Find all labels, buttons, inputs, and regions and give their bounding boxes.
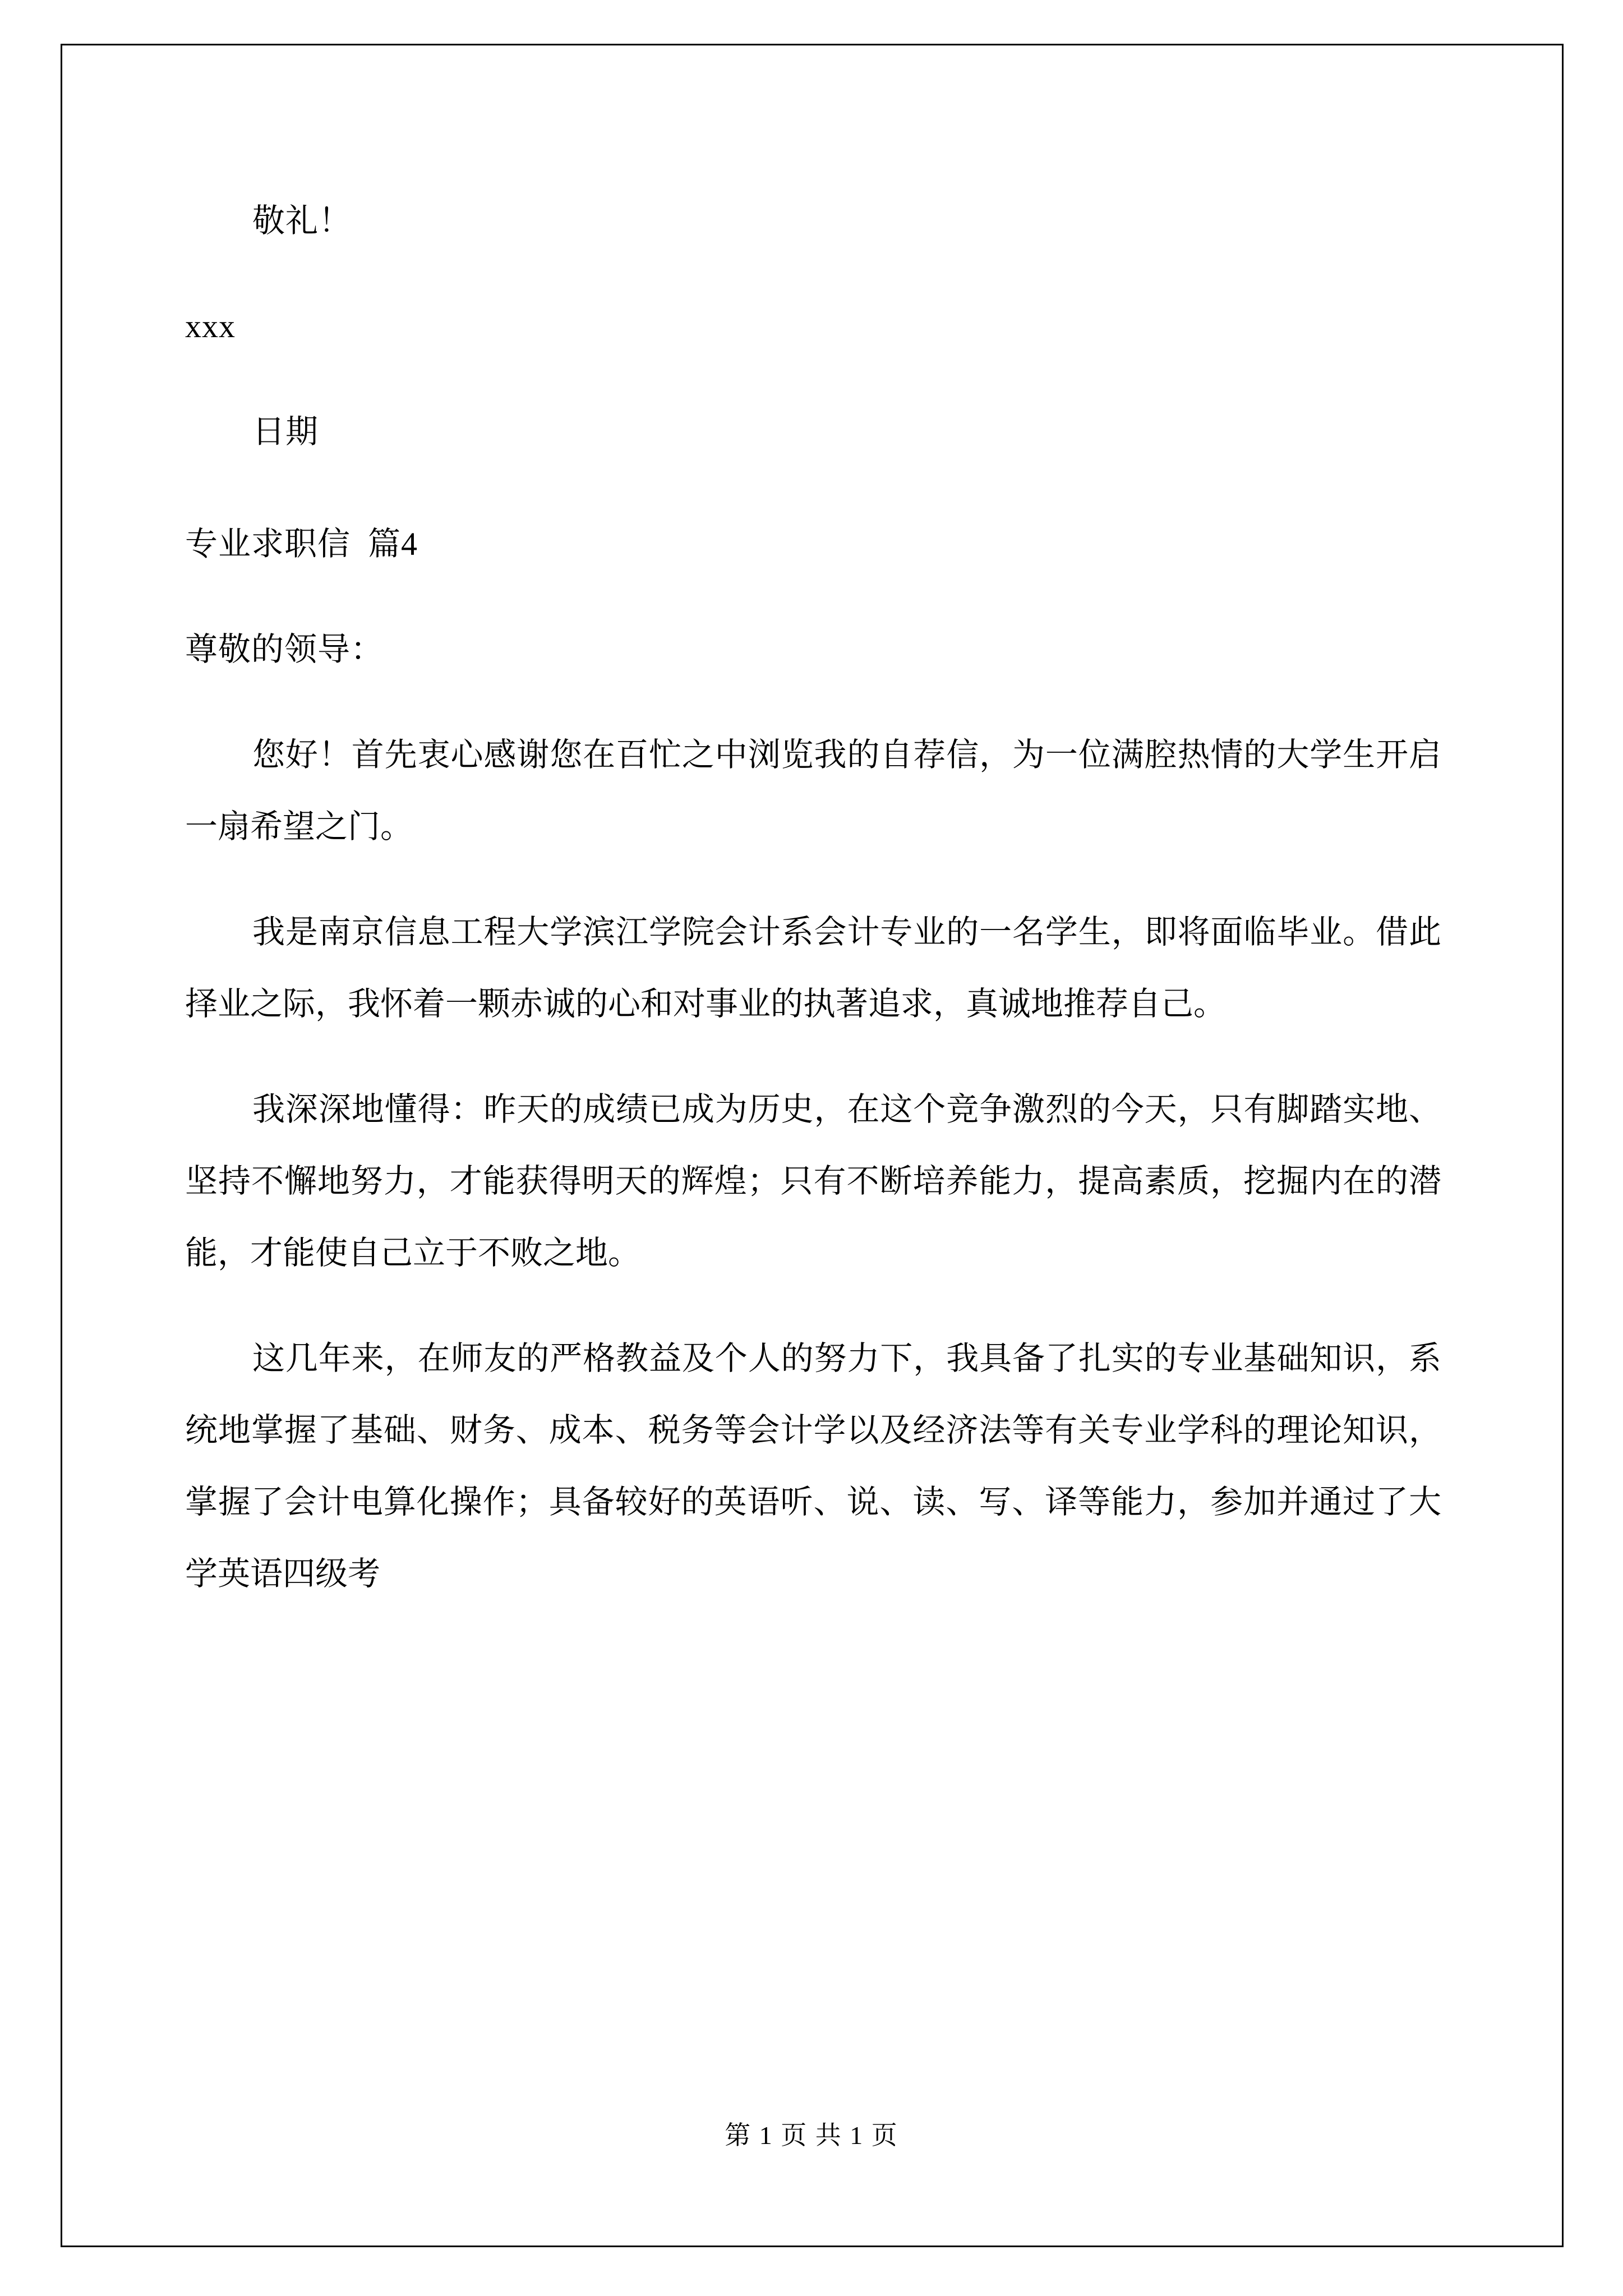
spacer: [185, 863, 1441, 896]
spacer: [185, 1289, 1441, 1323]
spacer: [185, 685, 1441, 719]
salutation-closing: 敬礼！: [252, 203, 352, 239]
spacer: [185, 257, 1441, 291]
addressee-line: 尊敬的领导：: [185, 631, 384, 668]
spacer: [185, 362, 1441, 396]
body-paragraph: 这几年来，在师友的严格教益及个人的努力下，我具备了扎实的专业基础知识，系统地掌握了基础、财务、成本、税务等会计学以及经济法等有关专业学科的理论知识，掌握了会计电算化操作；具备较好的英语听、说、读、写、译等能力，参加并通过了大学英语四级考: [185, 1340, 1441, 1592]
body-paragraph: 我是南京信息工程大学滨江学院会计系会计专业的一名学生，即将面临毕业。借此择业之际，我怀着一颗赤诚的心和对事业的执著追求，真诚地推荐自己。: [185, 914, 1441, 1022]
signature-name: xxx: [185, 308, 236, 344]
spacer: [185, 468, 1441, 508]
spacer: [185, 580, 1441, 614]
section-heading: 专业求职信 篇4: [185, 526, 418, 562]
signature-date: 日期: [252, 413, 319, 450]
body-paragraph: 您好！首先衷心感谢您在百忙之中浏览我的自荐信，为一位满腔热情的大学生开启一扇希望之门。: [185, 737, 1441, 845]
spacer: [185, 1040, 1441, 1074]
page-footer: 第 1 页 共 1 页: [725, 2121, 898, 2150]
body-paragraph: 我深深地懂得：昨天的成绩已成为历史，在这个竞争激烈的今天，只有脚踏实地、坚持不懈地努力，才能获得明天的辉煌；只有不断培养能力，提高素质，挖掘内在的潜能，才能使自己立于不败之地。: [185, 1091, 1441, 1271]
document-content: [185, 185, 1441, 1610]
